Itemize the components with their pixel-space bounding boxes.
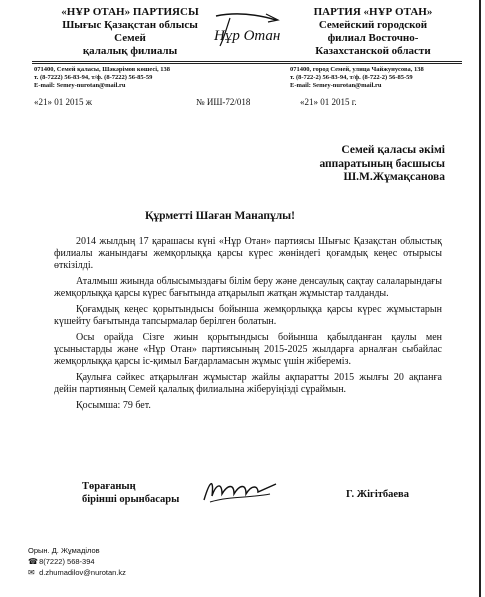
date-right: «21» 01 2015 г. (300, 97, 357, 107)
recipient-block (240, 144, 445, 185)
header-right-line: Семейский городской (318, 19, 428, 31)
recipient-line: Семей қаласы әкімі (341, 144, 445, 156)
header-right-line: Казахстанской области (315, 45, 431, 57)
executor-block (28, 545, 126, 578)
email-link[interactable]: E-mail: Semey-nurotan@mail.ru (290, 82, 382, 89)
body-paragraph: Аталмыш жиында облысымыздағы білім беру және денсаулық сақтау салаларындағы жемқорлыққа қарсы күрес бағытында атқарылып жатқан жұмыстар талданды. (54, 276, 442, 299)
outgoing-number: № ИШ-72/018 (196, 97, 251, 107)
header-left (40, 6, 220, 58)
header-divider (32, 61, 462, 62)
executor-phone: 8(7222) 568-394 (39, 557, 95, 566)
executor-email[interactable]: d.zhumadilov@nurotan.kz (39, 568, 126, 577)
greeting: Құрметті Шаған Манапұлы! (145, 210, 295, 222)
party-logo (196, 10, 288, 50)
body-paragraph: Қоғамдық кеңес қорытындысы бойынша жемқорлыққа қарсы күрес жұмыстарын күшейту бағытында тапсырмалар берілген болатын. (54, 304, 442, 327)
body-paragraph: Осы орайда Сізге жиын қорытындысы бойынша қабылданған қаулы мен ұсыныстарды және «Нұр Отан» партиясының 2015-2025 жылдарға арналған сыбайлас жемқорлыққа қарсы іс-қимыл Бағдарламасын жұмыс үшін жібереміз. (54, 332, 442, 367)
email-link[interactable]: E-mail: Semey-nurotan@mail.ru (34, 82, 126, 89)
body-paragraph: 2014 жылдың 17 қарашасы күні «Нұр Отан» партиясы Шығыс Қазақстан облыстық филиалы жанындағы жемқорлыққа қарсы күрес жөніндегі қоғамдық кеңес отырысы өткізілді. (54, 236, 442, 271)
header-left-line: Семей (114, 32, 146, 44)
header-left-line: қалалық филиалы (82, 45, 178, 57)
header-divider (32, 63, 462, 64)
address-line: 071400, Семей қаласы, Шәкәрімов көшесі, 138 (34, 66, 171, 73)
header-left-line: Шығыс Қазақстан облысы (62, 19, 198, 31)
header-right-line: филиал Восточно- (327, 32, 419, 44)
phone-icon: ☎ (28, 557, 38, 566)
page-edge (479, 0, 481, 597)
recipient-line: аппаратының басшысы (319, 157, 445, 170)
executor-phone-row (28, 556, 126, 567)
signatory-title-line: Төрағаның (82, 481, 136, 492)
header-right (288, 6, 458, 58)
letter-body (54, 236, 442, 416)
svg-text:Нұр Отан: Нұр Отан (214, 28, 281, 44)
address-line: т. (8-7222) 56-83-94, т/ф. (8-7222) 56-85-59 (34, 74, 153, 81)
date-left: «21» 01 2015 ж (34, 97, 92, 107)
attachment-note: Қосымша: 79 бет. (76, 400, 151, 411)
address-left (34, 66, 170, 90)
body-paragraph: Қаулыға сәйкес атқарылған жұмыстар жайлы ақпаратты 2015 жылғы 20 ақпанға дейін партияның Семей қалалық филиалына жіберуіңізді сұраймын. (54, 372, 442, 395)
address-line: т. (8-722-2) 56-83-94, т/ф. (8-722-2) 56-85-59 (290, 74, 413, 81)
recipient-line: Ш.М.Жұмақсанова (343, 171, 445, 183)
handwritten-signature (200, 476, 280, 506)
address-line: 071400, город Семей, улица Чайжунусова, 138 (290, 66, 424, 73)
signatory-title (82, 480, 179, 506)
signatory-name: Г. Жігітбаева (346, 489, 409, 500)
address-right (290, 66, 424, 90)
executor-name: Орын. Д. Жұмаділов (28, 546, 100, 555)
email-icon: ✉ (28, 568, 35, 577)
header-left-line: «НҰР ОТАН» ПАРТИЯСЫ (61, 6, 199, 18)
executor-email-row (28, 567, 126, 578)
signatory-title-line: бірінші орынбасары (82, 494, 180, 505)
header-right-line: ПАРТИЯ «НҰР ОТАН» (313, 6, 433, 18)
